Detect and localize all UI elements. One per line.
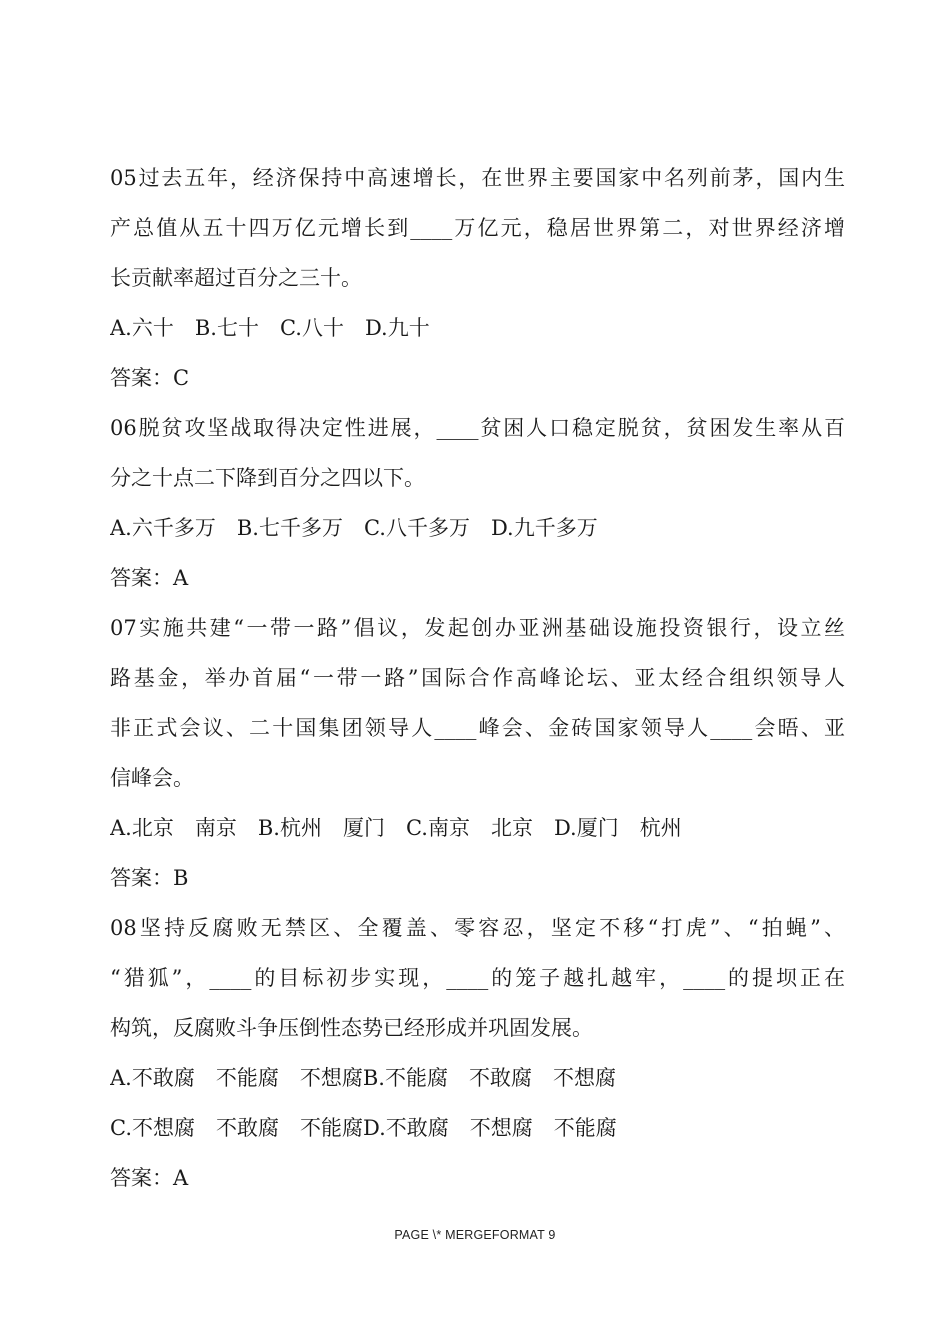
question-stem-line: 非正式会议、二十国集团领导人____峰会、金砖国家领导人____会晤、亚	[110, 716, 845, 740]
question-stem-line: 信峰会。	[110, 766, 194, 790]
question-stem-line: 产总值从五十四万亿元增长到____万亿元，稳居世界第二，对世界经济增	[110, 216, 845, 240]
question-options: A.六十 B.七十 C.八十 D.九十	[110, 316, 430, 340]
question-stem-line: 构筑，反腐败斗争压倒性态势已经形成并巩固发展。	[110, 1016, 593, 1040]
question-answer: 答案：B	[110, 866, 189, 890]
question-answer: 答案：C	[110, 366, 190, 390]
question-06	[110, 403, 845, 603]
question-options: A.六千多万 B.七千多万 C.八千多万 D.九千多万	[110, 516, 598, 540]
question-stem-line: 长贡献率超过百分之三十。	[110, 266, 362, 290]
question-08	[110, 903, 845, 1203]
question-stem-line: 05过去五年，经济保持中高速增长，在世界主要国家中名列前茅，国内生	[110, 166, 845, 190]
question-stem-line: 路基金，举办首届“一带一路”国际合作高峰论坛、亚太经合组织领导人	[110, 666, 845, 690]
question-answer: 答案：A	[110, 566, 189, 590]
question-stem-line: 分之十点二下降到百分之四以下。	[110, 466, 425, 490]
question-07	[110, 603, 845, 903]
question-stem-line: 08坚持反腐败无禁区、全覆盖、零容忍，坚定不移“打虎”、“拍蝇”、	[110, 916, 845, 940]
question-stem-line: 07实施共建“一带一路”倡议，发起创办亚洲基础设施投资银行，设立丝	[110, 616, 845, 640]
question-options: A.北京 南京 B.杭州 厦门 C.南京 北京 D.厦门 杭州	[110, 816, 682, 840]
page-footer: PAGE \* MERGEFORMAT 9	[394, 1228, 556, 1242]
question-options: A.不敢腐 不能腐 不想腐B.不能腐 不敢腐 不想腐	[110, 1066, 616, 1090]
question-05	[110, 153, 845, 403]
question-answer: 答案：A	[110, 1166, 189, 1190]
question-options: C.不想腐 不敢腐 不能腐D.不敢腐 不想腐 不能腐	[110, 1116, 617, 1140]
question-stem-line: 06脱贫攻坚战取得决定性进展，____贫困人口稳定脱贫，贫困发生率从百	[110, 416, 845, 440]
question-stem-line: “猎狐”，____的目标初步实现，____的笼子越扎越牢，____的提坝正在	[110, 966, 845, 990]
document-body	[110, 153, 845, 1203]
